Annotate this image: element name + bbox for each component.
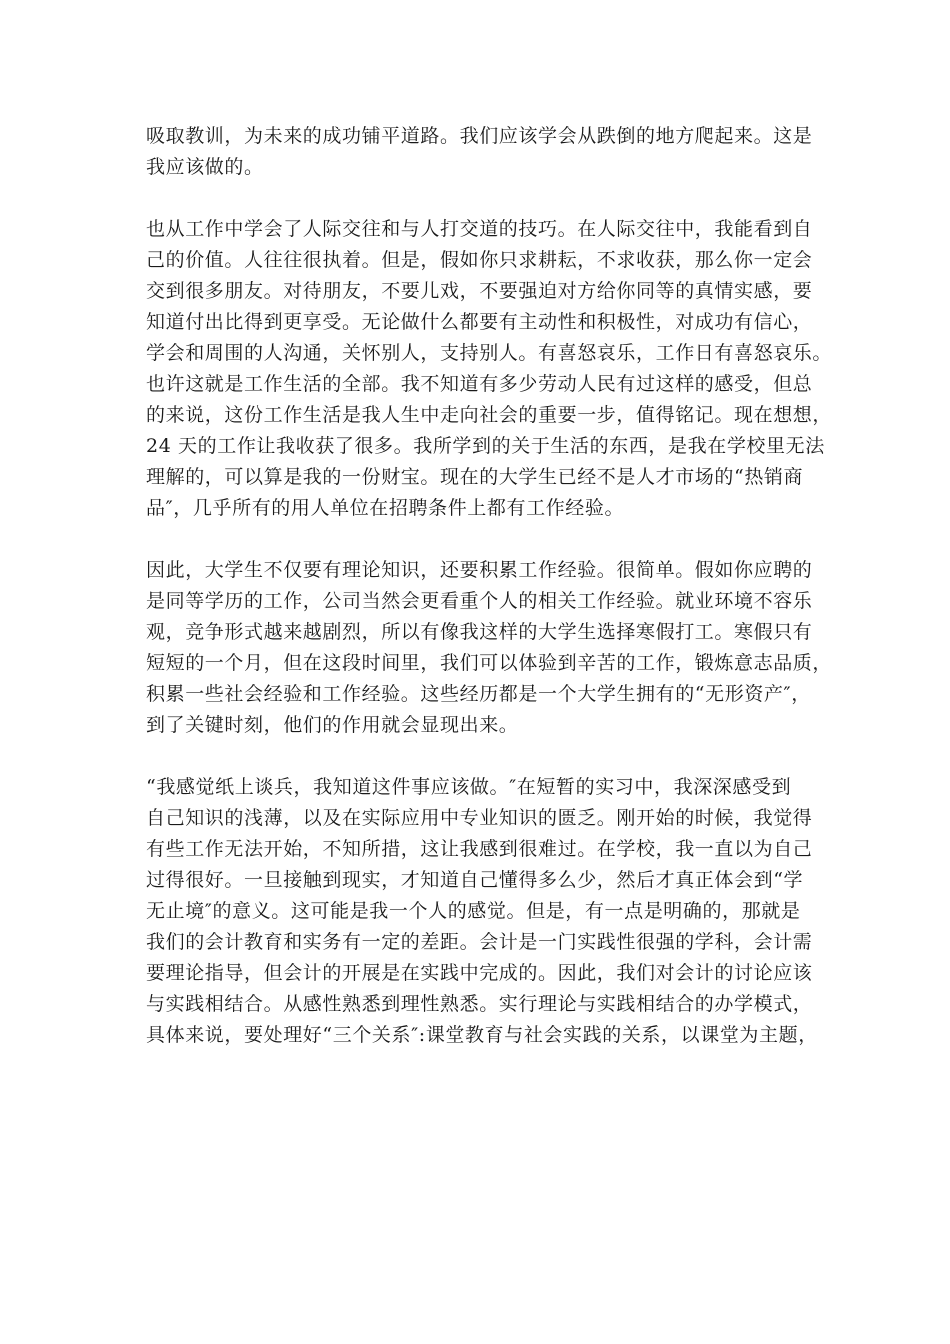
paragraph-3 (146, 555, 833, 741)
text-line: 观，竞争形式越来越剧烈，所以有像我这样的大学生选择寒假打工。寒假只有 (146, 621, 813, 643)
text-line: 交到很多朋友。对待朋友，不要儿戏，不要强迫对方给你同等的真情实感，要 (146, 280, 813, 302)
text-line: 要理论指导，但会计的开展是在实践中完成的。因此，我们对会计的讨论应该 (146, 962, 813, 984)
text-line: 无止境″的意义。这可能是我一个人的感觉。但是，有一点是明确的，那就是 (146, 900, 801, 922)
text-line: 与实践相结合。从感性熟悉到理性熟悉。实行理论与实践相结合的办学模式， (146, 993, 813, 1015)
text-line: “我感觉纸上谈兵，我知道这件事应该做。″在短暂的实习中，我深深感受到 (146, 776, 792, 798)
paragraph-gap (146, 183, 826, 214)
text-line: 也许这就是工作生活的全部。我不知道有多少劳动人民有过这样的感受，但总 (146, 373, 813, 395)
text-line: 我应该做的。 (146, 156, 264, 178)
paragraph-gap (146, 741, 826, 772)
text-line: 过得很好。一旦接触到现实，才知道自己懂得多么少，然后才真正体会到“学 (146, 869, 804, 891)
text-line: 具体来说，要处理好“三个关系″:课堂教育与社会实践的关系，以课堂为主题， (146, 1024, 818, 1046)
text-line: 是同等学历的工作，公司当然会更看重个人的相关工作经验。就业环境不容乐 (146, 590, 813, 612)
document-body (146, 121, 833, 1051)
text-line: 吸取教训，为未来的成功铺平道路。我们应该学会从跌倒的地方爬起来。这是 (146, 125, 813, 147)
text-line: 品″，几乎所有的用人单位在招聘条件上都有工作经验。 (146, 497, 625, 519)
text-line: 短短的一个月，但在这段时间里，我们可以体验到辛苦的工作，锻炼意志品质， (146, 652, 833, 674)
paragraph-2 (146, 214, 833, 524)
text-line: 学会和周围的人沟通，关怀别人，支持别人。有喜怒哀乐，工作日有喜怒哀乐。 (146, 342, 833, 364)
text-line: 到了关键时刻，他们的作用就会显现出来。 (146, 714, 519, 736)
paragraph-4 (146, 772, 826, 1051)
paragraph-1 (146, 121, 826, 183)
text-line: 理解的，可以算是我的一份财宝。现在的大学生已经不是人才市场的“热销商 (146, 466, 804, 488)
text-line: 也从工作中学会了人际交往和与人打交道的技巧。在人际交往中，我能看到自 (146, 218, 813, 240)
paragraph-gap (146, 524, 826, 555)
text-line: 24 天的工作让我收获了很多。我所学到的关于生活的东西，是我在学校里无法 (146, 435, 825, 457)
text-line: 知道付出比得到更享受。无论做什么都要有主动性和积极性，对成功有信心， (146, 311, 813, 333)
text-line: 我们的会计教育和实务有一定的差距。会计是一门实践性很强的学科，会计需 (146, 931, 813, 953)
text-line: 有些工作无法开始，不知所措，这让我感到很难过。在学校，我一直以为自己 (146, 838, 813, 860)
text-line: 积累一些社会经验和工作经验。这些经历都是一个大学生拥有的“无形资产″， (146, 683, 811, 705)
text-line: 自己知识的浅薄，以及在实际应用中专业知识的匮乏。刚开始的时候，我觉得 (146, 807, 813, 829)
text-line: 的来说，这份工作生活是我人生中走向社会的重要一步，值得铭记。现在想想， (146, 404, 833, 426)
text-line: 因此，大学生不仅要有理论知识，还要积累工作经验。很简单。假如你应聘的 (146, 559, 813, 581)
text-line: 己的价值。人往往很执着。但是，假如你只求耕耘，不求收获，那么你一定会 (146, 249, 813, 271)
